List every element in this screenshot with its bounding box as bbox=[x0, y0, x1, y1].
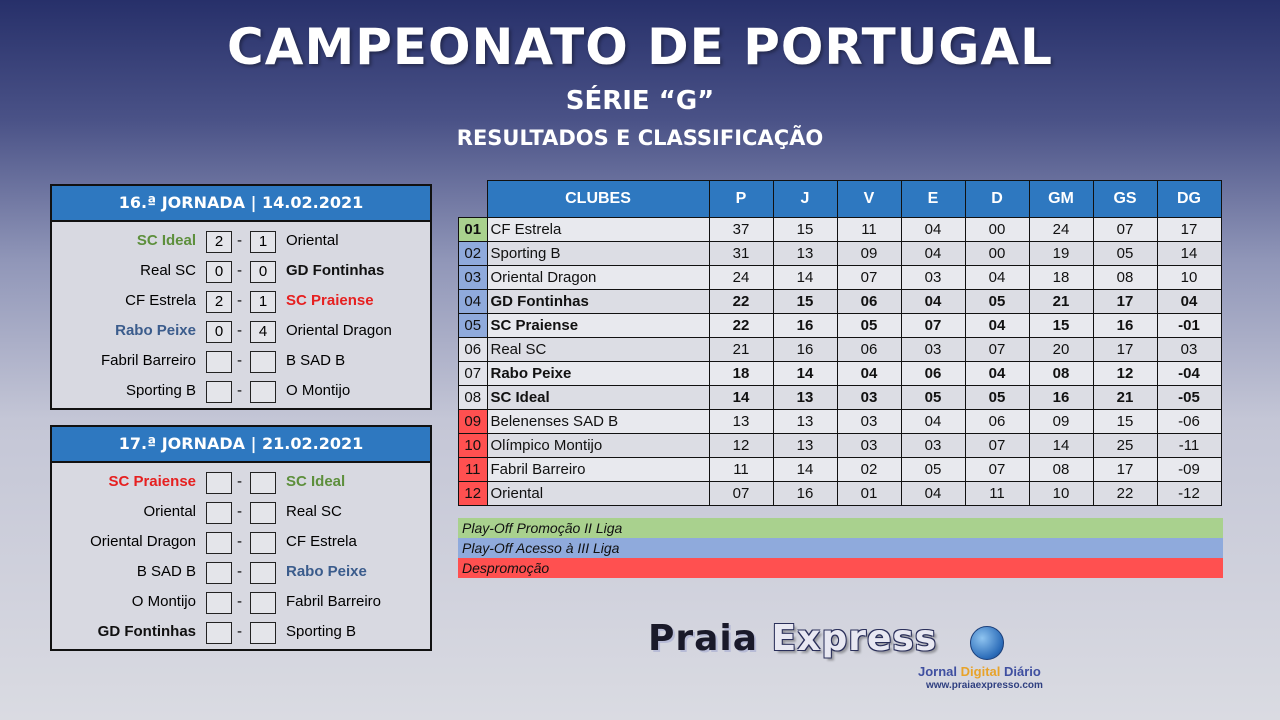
jornada-16-panel bbox=[50, 184, 432, 410]
stat-cell: 10 bbox=[1157, 266, 1221, 290]
stat-cell: 06 bbox=[837, 290, 901, 314]
stat-cell: 22 bbox=[1093, 482, 1157, 506]
stat-cell: 09 bbox=[837, 242, 901, 266]
col-v: V bbox=[837, 181, 901, 218]
logo-url: www.praiaexpresso.com bbox=[926, 680, 1043, 691]
jornada-17-title: 17.ª JORNADA | 21.02.2021 bbox=[52, 427, 430, 463]
match-row bbox=[52, 226, 430, 256]
stat-cell: -04 bbox=[1157, 362, 1221, 386]
stat-cell: 06 bbox=[837, 338, 901, 362]
stat-cell: 05 bbox=[837, 314, 901, 338]
stat-cell: 16 bbox=[773, 482, 837, 506]
table-row bbox=[459, 338, 1222, 362]
stat-cell: 21 bbox=[1093, 386, 1157, 410]
table-row bbox=[459, 314, 1222, 338]
home-team: GD Fontinhas bbox=[97, 623, 196, 640]
stat-cell: 25 bbox=[1093, 434, 1157, 458]
table-row bbox=[459, 290, 1222, 314]
col-j: J bbox=[773, 181, 837, 218]
stat-cell: 14 bbox=[773, 266, 837, 290]
stat-cell: 24 bbox=[709, 266, 773, 290]
stat-cell: 04 bbox=[965, 266, 1029, 290]
score-separator: - bbox=[237, 564, 243, 580]
away-score bbox=[250, 351, 276, 373]
score-separator: - bbox=[237, 624, 243, 640]
stat-cell: 04 bbox=[965, 314, 1029, 338]
stat-cell: 07 bbox=[965, 338, 1029, 362]
away-team: O Montijo bbox=[286, 382, 351, 399]
stat-cell: 10 bbox=[1029, 482, 1093, 506]
col-e: E bbox=[901, 181, 965, 218]
tagline-digital: Digital bbox=[960, 664, 1001, 679]
away-score bbox=[250, 562, 276, 584]
match-row bbox=[52, 587, 430, 617]
stat-cell: 16 bbox=[773, 338, 837, 362]
stat-cell: 07 bbox=[1093, 218, 1157, 242]
stat-cell: 13 bbox=[773, 242, 837, 266]
match-row bbox=[52, 316, 430, 346]
match-row bbox=[52, 527, 430, 557]
home-team: SC Ideal bbox=[136, 232, 196, 249]
stat-cell: 14 bbox=[1029, 434, 1093, 458]
home-score bbox=[206, 381, 232, 403]
results-subtitle: RESULTADOS E CLASSIFICAÇÃO bbox=[456, 126, 824, 150]
club-name: Real SC bbox=[487, 338, 709, 362]
stat-cell: 06 bbox=[901, 362, 965, 386]
stat-cell: 16 bbox=[773, 314, 837, 338]
stat-cell: 02 bbox=[837, 458, 901, 482]
away-team: Real SC bbox=[286, 503, 342, 520]
match-row bbox=[52, 346, 430, 376]
table-header-row bbox=[459, 181, 1222, 218]
stat-cell: 17 bbox=[1093, 290, 1157, 314]
club-name: Oriental bbox=[487, 482, 709, 506]
stat-cell: 04 bbox=[965, 362, 1029, 386]
stat-cell: 04 bbox=[901, 242, 965, 266]
club-name: GD Fontinhas bbox=[487, 290, 709, 314]
jornada-16-title: 16.ª JORNADA | 14.02.2021 bbox=[52, 186, 430, 222]
stat-cell: 05 bbox=[901, 458, 965, 482]
col-gm: GM bbox=[1029, 181, 1093, 218]
stat-cell: -06 bbox=[1157, 410, 1221, 434]
club-name: Olímpico Montijo bbox=[487, 434, 709, 458]
stat-cell: 04 bbox=[901, 218, 965, 242]
away-score: 1 bbox=[250, 231, 276, 253]
page-title: CAMPEONATO DE PORTUGAL bbox=[227, 18, 1053, 76]
stat-cell: 22 bbox=[709, 290, 773, 314]
position-header bbox=[459, 181, 488, 218]
stat-cell: 07 bbox=[965, 434, 1029, 458]
club-name: Belenenses SAD B bbox=[487, 410, 709, 434]
stat-cell: 00 bbox=[965, 242, 1029, 266]
away-team: GD Fontinhas bbox=[286, 262, 385, 279]
away-team: SC Ideal bbox=[286, 473, 346, 490]
position-cell: 04 bbox=[459, 290, 488, 314]
home-score bbox=[206, 562, 232, 584]
score-separator: - bbox=[237, 383, 243, 399]
stat-cell: 06 bbox=[965, 410, 1029, 434]
club-name: SC Ideal bbox=[487, 386, 709, 410]
stat-cell: 03 bbox=[901, 266, 965, 290]
position-cell: 08 bbox=[459, 386, 488, 410]
club-name: Rabo Peixe bbox=[487, 362, 709, 386]
stat-cell: 16 bbox=[1029, 386, 1093, 410]
stat-cell: 09 bbox=[1029, 410, 1093, 434]
club-name: Fabril Barreiro bbox=[487, 458, 709, 482]
home-team: Oriental bbox=[143, 503, 196, 520]
home-score bbox=[206, 351, 232, 373]
stat-cell: 18 bbox=[709, 362, 773, 386]
away-team: Oriental bbox=[286, 232, 339, 249]
away-team: SC Praiense bbox=[286, 292, 374, 309]
match-row bbox=[52, 617, 430, 647]
classification-table bbox=[458, 180, 1222, 506]
home-score bbox=[206, 592, 232, 614]
stat-cell: 05 bbox=[965, 290, 1029, 314]
home-score: 2 bbox=[206, 291, 232, 313]
stat-cell: 14 bbox=[773, 362, 837, 386]
stat-cell: 03 bbox=[901, 338, 965, 362]
logo-tagline bbox=[918, 664, 1041, 679]
stat-cell: 07 bbox=[965, 458, 1029, 482]
match-row bbox=[52, 256, 430, 286]
home-score bbox=[206, 472, 232, 494]
home-score: 2 bbox=[206, 231, 232, 253]
table-row bbox=[459, 362, 1222, 386]
stat-cell: 04 bbox=[901, 290, 965, 314]
away-score: 1 bbox=[250, 291, 276, 313]
table-row bbox=[459, 458, 1222, 482]
praia-express-logo bbox=[648, 618, 937, 659]
home-team: B SAD B bbox=[136, 563, 196, 580]
home-team: CF Estrela bbox=[125, 292, 196, 309]
away-team: CF Estrela bbox=[286, 533, 357, 550]
home-team: O Montijo bbox=[131, 593, 196, 610]
stat-cell: 31 bbox=[709, 242, 773, 266]
series-subtitle: SÉRIE “G” bbox=[565, 86, 715, 116]
club-name: Sporting B bbox=[487, 242, 709, 266]
stat-cell: 17 bbox=[1157, 218, 1221, 242]
legend-promo: Play-Off Promoção II Liga bbox=[458, 518, 1223, 538]
stat-cell: 19 bbox=[1029, 242, 1093, 266]
logo-word-express: Express bbox=[771, 618, 938, 659]
stat-cell: 05 bbox=[901, 386, 965, 410]
away-team: Rabo Peixe bbox=[286, 563, 367, 580]
away-score bbox=[250, 381, 276, 403]
stat-cell: 15 bbox=[1093, 410, 1157, 434]
home-score bbox=[206, 502, 232, 524]
stat-cell: 03 bbox=[1157, 338, 1221, 362]
stat-cell: 11 bbox=[837, 218, 901, 242]
stat-cell: 04 bbox=[901, 410, 965, 434]
away-score bbox=[250, 532, 276, 554]
stat-cell: 21 bbox=[709, 338, 773, 362]
stat-cell: -09 bbox=[1157, 458, 1221, 482]
match-row bbox=[52, 376, 430, 406]
stat-cell: 14 bbox=[709, 386, 773, 410]
stat-cell: 12 bbox=[1093, 362, 1157, 386]
away-score: 0 bbox=[250, 261, 276, 283]
stat-cell: 07 bbox=[837, 266, 901, 290]
jornada-17-panel bbox=[50, 425, 432, 651]
tagline-diario: Diário bbox=[1004, 664, 1041, 679]
score-separator: - bbox=[237, 233, 243, 249]
away-score bbox=[250, 592, 276, 614]
col-dg: DG bbox=[1157, 181, 1221, 218]
stat-cell: -05 bbox=[1157, 386, 1221, 410]
col-d: D bbox=[965, 181, 1029, 218]
stat-cell: 04 bbox=[901, 482, 965, 506]
score-separator: - bbox=[237, 504, 243, 520]
position-cell: 11 bbox=[459, 458, 488, 482]
away-score bbox=[250, 622, 276, 644]
position-cell: 12 bbox=[459, 482, 488, 506]
stat-cell: 17 bbox=[1093, 458, 1157, 482]
away-score: 4 bbox=[250, 321, 276, 343]
stat-cell: 13 bbox=[773, 410, 837, 434]
table-row bbox=[459, 266, 1222, 290]
tagline-jornal: Jornal bbox=[918, 664, 958, 679]
position-cell: 03 bbox=[459, 266, 488, 290]
stat-cell: 04 bbox=[837, 362, 901, 386]
stat-cell: 15 bbox=[773, 290, 837, 314]
stat-cell: -01 bbox=[1157, 314, 1221, 338]
position-cell: 07 bbox=[459, 362, 488, 386]
match-row bbox=[52, 557, 430, 587]
position-cell: 06 bbox=[459, 338, 488, 362]
club-name: Oriental Dragon bbox=[487, 266, 709, 290]
stat-cell: 22 bbox=[709, 314, 773, 338]
legend-despromo: Despromoção bbox=[458, 558, 1223, 578]
stat-cell: 15 bbox=[773, 218, 837, 242]
stat-cell: 07 bbox=[901, 314, 965, 338]
home-team: Oriental Dragon bbox=[90, 533, 196, 550]
stat-cell: -11 bbox=[1157, 434, 1221, 458]
table-row bbox=[459, 386, 1222, 410]
stat-cell: 03 bbox=[837, 386, 901, 410]
home-score: 0 bbox=[206, 261, 232, 283]
stat-cell: 01 bbox=[837, 482, 901, 506]
table-row bbox=[459, 482, 1222, 506]
stat-cell: 11 bbox=[965, 482, 1029, 506]
stat-cell: 16 bbox=[1093, 314, 1157, 338]
stat-cell: -12 bbox=[1157, 482, 1221, 506]
away-score bbox=[250, 502, 276, 524]
away-team: Oriental Dragon bbox=[286, 322, 392, 339]
stat-cell: 37 bbox=[709, 218, 773, 242]
stat-cell: 04 bbox=[1157, 290, 1221, 314]
score-separator: - bbox=[237, 263, 243, 279]
match-row bbox=[52, 286, 430, 316]
stat-cell: 11 bbox=[709, 458, 773, 482]
col-clubes: CLUBES bbox=[487, 181, 709, 218]
stat-cell: 08 bbox=[1029, 362, 1093, 386]
stat-cell: 18 bbox=[1029, 266, 1093, 290]
stat-cell: 05 bbox=[1093, 242, 1157, 266]
away-team: Fabril Barreiro bbox=[286, 593, 382, 610]
home-team: Real SC bbox=[140, 262, 196, 279]
stat-cell: 15 bbox=[1029, 314, 1093, 338]
stat-cell: 21 bbox=[1029, 290, 1093, 314]
table-row bbox=[459, 242, 1222, 266]
stat-cell: 13 bbox=[709, 410, 773, 434]
stat-cell: 05 bbox=[965, 386, 1029, 410]
stat-cell: 00 bbox=[965, 218, 1029, 242]
globe-icon bbox=[970, 626, 1004, 660]
position-cell: 10 bbox=[459, 434, 488, 458]
stat-cell: 03 bbox=[837, 410, 901, 434]
table-body bbox=[459, 218, 1222, 506]
stat-cell: 14 bbox=[773, 458, 837, 482]
stat-cell: 17 bbox=[1093, 338, 1157, 362]
stat-cell: 13 bbox=[773, 434, 837, 458]
away-score bbox=[250, 472, 276, 494]
score-separator: - bbox=[237, 353, 243, 369]
away-team: B SAD B bbox=[286, 352, 346, 369]
away-team: Sporting B bbox=[286, 623, 357, 640]
position-cell: 09 bbox=[459, 410, 488, 434]
stat-cell: 14 bbox=[1157, 242, 1221, 266]
home-score bbox=[206, 622, 232, 644]
col-p: P bbox=[709, 181, 773, 218]
score-separator: - bbox=[237, 534, 243, 550]
club-name: CF Estrela bbox=[487, 218, 709, 242]
stat-cell: 03 bbox=[901, 434, 965, 458]
jornada-17-matches bbox=[52, 463, 430, 649]
home-team: SC Praiense bbox=[108, 473, 196, 490]
stat-cell: 20 bbox=[1029, 338, 1093, 362]
match-row bbox=[52, 497, 430, 527]
match-row bbox=[52, 467, 430, 497]
score-separator: - bbox=[237, 594, 243, 610]
stat-cell: 13 bbox=[773, 386, 837, 410]
position-cell: 05 bbox=[459, 314, 488, 338]
club-name: SC Praiense bbox=[487, 314, 709, 338]
jornada-16-matches bbox=[52, 222, 430, 408]
stat-cell: 24 bbox=[1029, 218, 1093, 242]
home-team: Rabo Peixe bbox=[115, 322, 196, 339]
score-separator: - bbox=[237, 323, 243, 339]
logo-word-praia: Praia bbox=[648, 618, 759, 659]
stat-cell: 08 bbox=[1093, 266, 1157, 290]
legend-acesso: Play-Off Acesso à III Liga bbox=[458, 538, 1223, 558]
stat-cell: 12 bbox=[709, 434, 773, 458]
position-cell: 01 bbox=[459, 218, 488, 242]
score-separator: - bbox=[237, 474, 243, 490]
home-score: 0 bbox=[206, 321, 232, 343]
stat-cell: 03 bbox=[837, 434, 901, 458]
table-row bbox=[459, 434, 1222, 458]
stat-cell: 08 bbox=[1029, 458, 1093, 482]
home-team: Fabril Barreiro bbox=[100, 352, 196, 369]
stat-cell: 07 bbox=[709, 482, 773, 506]
col-gs: GS bbox=[1093, 181, 1157, 218]
table-row bbox=[459, 410, 1222, 434]
home-team: Sporting B bbox=[125, 382, 196, 399]
home-score bbox=[206, 532, 232, 554]
score-separator: - bbox=[237, 293, 243, 309]
position-cell: 02 bbox=[459, 242, 488, 266]
table-row bbox=[459, 218, 1222, 242]
